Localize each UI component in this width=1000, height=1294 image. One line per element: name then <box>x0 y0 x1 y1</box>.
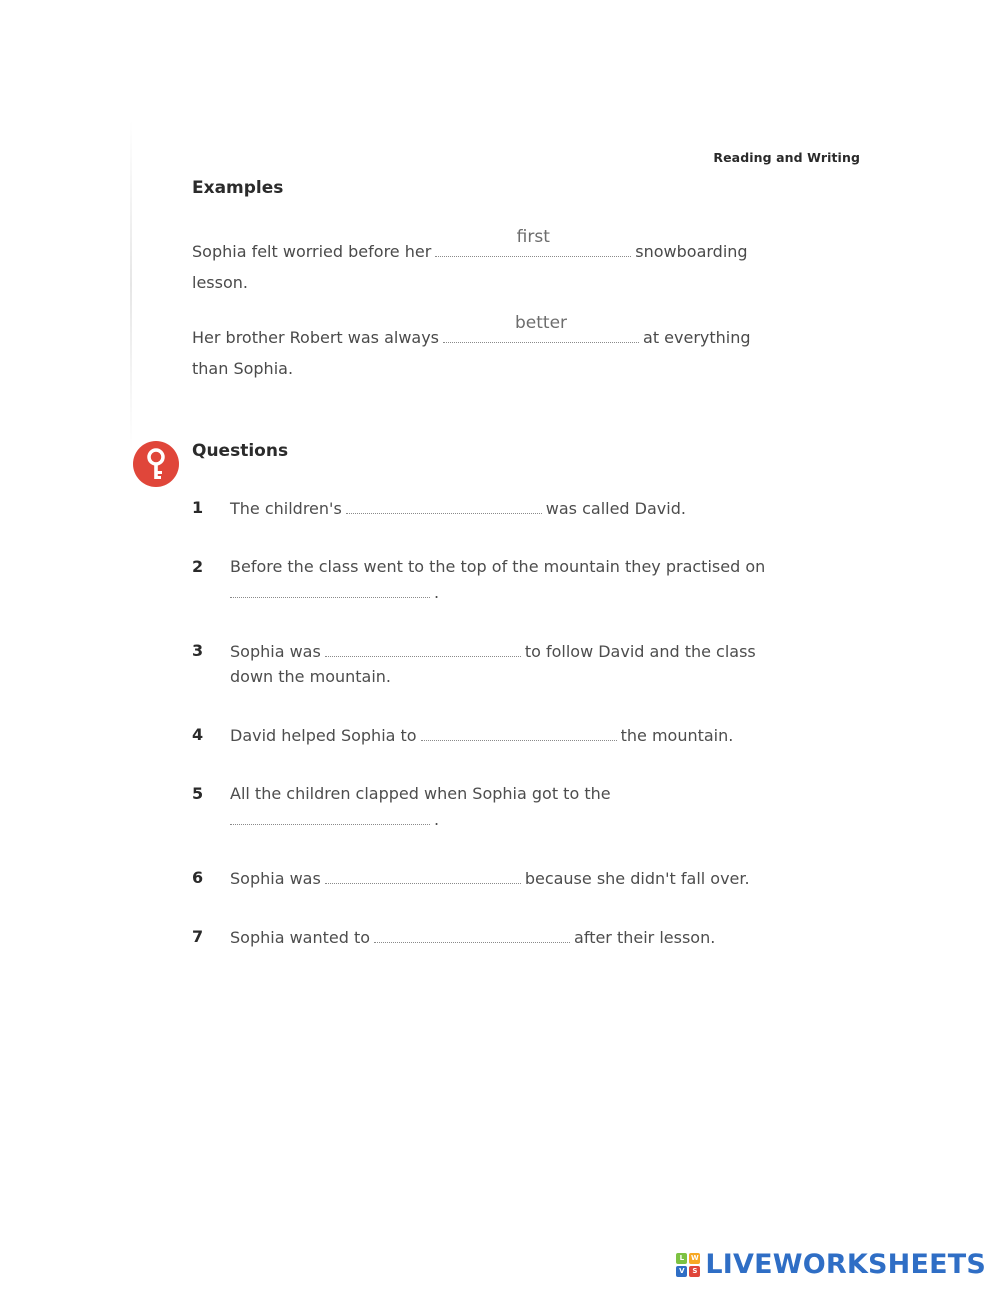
liveworksheets-brand <box>676 1249 986 1280</box>
question-number: 3 <box>192 641 204 660</box>
question-number: 4 <box>192 725 204 744</box>
question-text-after: the mountain. <box>620 726 734 745</box>
example-1-answer: first <box>516 227 550 247</box>
logo-tile: L <box>676 1253 687 1264</box>
answer-blank-7[interactable] <box>374 924 570 943</box>
example-2-blank <box>443 313 639 343</box>
question-text-before: The children's <box>230 499 342 518</box>
question-number: 2 <box>192 557 204 576</box>
answer-blank-4[interactable] <box>421 722 617 741</box>
question-text-before: Before the class went to the top of the mountain they practised on <box>230 557 766 576</box>
example-1-before: Sophia felt worried before her <box>192 242 432 261</box>
example-sentence-2 <box>192 313 782 384</box>
key-icon <box>133 441 179 487</box>
question-number: 7 <box>192 927 204 946</box>
question-6 <box>192 865 792 891</box>
example-2-before: Her brother Robert was always <box>192 328 440 347</box>
question-text-before: David helped Sophia to <box>230 726 417 745</box>
liveworksheets-logo-icon <box>676 1253 700 1277</box>
question-text-after: after their lesson. <box>574 928 716 947</box>
question-7 <box>192 924 792 950</box>
question-text-after: was called David. <box>545 499 686 518</box>
question-number: 5 <box>192 784 204 803</box>
question-5 <box>192 781 792 832</box>
question-text-after: to follow David and the class down the mountain. <box>230 642 756 686</box>
liveworksheets-wordmark: LIVEWORKSHEETS <box>705 1249 986 1280</box>
section-label: Reading and Writing <box>713 150 860 165</box>
key-badge <box>133 441 179 487</box>
question-text-after: . <box>434 583 440 602</box>
example-1-blank <box>435 227 631 257</box>
answer-blank-2[interactable] <box>230 579 430 598</box>
question-number: 6 <box>192 868 204 887</box>
question-4 <box>192 722 792 748</box>
question-text-before: Sophia was <box>230 869 321 888</box>
examples-heading: Examples <box>192 178 284 198</box>
logo-tile: W <box>690 1253 699 1262</box>
question-text-before: Sophia wanted to <box>230 928 371 947</box>
question-text-after: because she didn't fall over. <box>524 869 750 888</box>
question-text-before: All the children clapped when Sophia got to the <box>230 784 611 803</box>
question-text-before: Sophia was <box>230 642 321 661</box>
logo-tile: S <box>689 1266 700 1277</box>
logo-tile: V <box>676 1266 687 1277</box>
question-2 <box>192 554 792 605</box>
question-1 <box>192 495 792 521</box>
example-sentence-1 <box>192 227 782 298</box>
answer-blank-1[interactable] <box>346 495 542 514</box>
page-edge-shadow <box>130 120 132 450</box>
questions-heading: Questions <box>192 441 289 461</box>
answer-blank-6[interactable] <box>325 865 521 884</box>
answer-blank-5[interactable] <box>230 806 430 825</box>
example-1-after: snowboarding lesson. <box>192 242 748 292</box>
question-number: 1 <box>192 498 204 517</box>
example-2-answer: better <box>515 313 568 333</box>
question-text-after: . <box>434 810 440 829</box>
answer-blank-3[interactable] <box>325 638 521 657</box>
question-3 <box>192 638 792 689</box>
example-2-after: at everything than Sophia. <box>192 328 751 378</box>
